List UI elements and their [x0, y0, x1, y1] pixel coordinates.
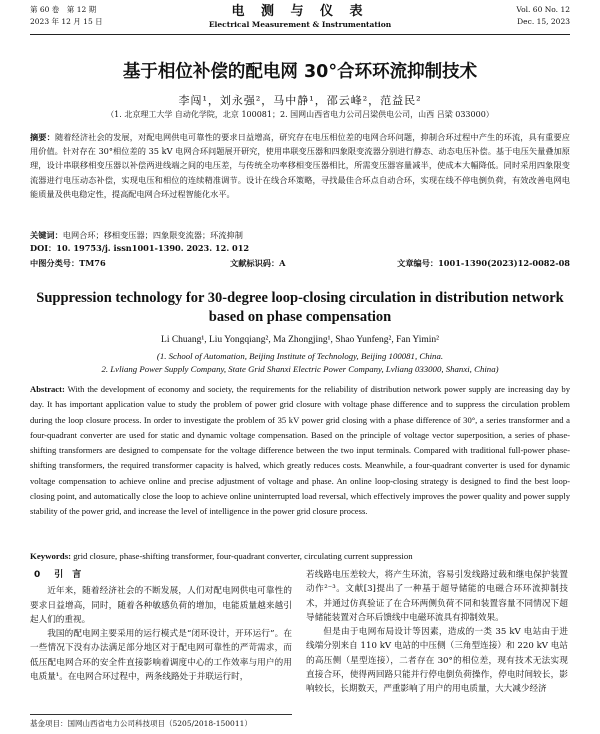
volume-en: Vol. 60 No. 12: [516, 5, 570, 14]
authors-cn: 李闯¹，刘永强²，马中静¹，邵云峰²，范益民²: [178, 94, 422, 107]
clc-number: 中图分类号：TM76: [30, 258, 106, 268]
funding-footnote: 基金项目：国网山西省电力公司科技项目（5205/2018-150011）: [30, 714, 292, 729]
keywords-en: [30, 551, 570, 561]
date-cn: 2023 年 12 月 15 日: [30, 17, 103, 26]
date-en: Dec. 15, 2023: [517, 17, 570, 26]
abstract-cn-label: 摘要：: [30, 132, 55, 142]
title-en: Suppression technology for 30-degree loop-closing circulation in distribution network based on phase compensation: [36, 290, 564, 325]
volume-cn: 第 60 卷 第 12 期: [30, 5, 97, 14]
keywords-cn: [30, 229, 570, 242]
abstract-cn: [30, 130, 570, 201]
doi-text: 10. 19753/j. issn1001-1390. 2023. 12. 012: [56, 243, 250, 253]
abstract-en: [30, 382, 570, 520]
classification-row: [30, 258, 570, 272]
abstract-cn-text: 随着经济社会的发展，对配电网供电可靠性的要求日益增高，研究存在电压相位差的电网合环问题，抑制合环过程中产生的环流，具有重要应用价值。针对存在 30°相位差的 35 kV 电网合环问题展开研究，使用串联变压器和四象限变流器分别进行静态、动态电压补偿。基于电压矢量叠加原理，设计串联移相变压器以补偿两进线端之间的电压差，与传统全功率移相变压器相比，所需变压器容量减半，使成本大幅降低。同时采用四象限变流器进行电压动态补偿，实现电压和相位的连续精准调节。设计在线合环策略，寻找最佳合环点自动合环，实现在线不停电倒负荷，有效改善电网电能质量及供电稳定性，提高配电网合环过程智能化水平。: [30, 132, 570, 199]
section-title: 引 言: [54, 570, 82, 580]
affiliation-en-line-2: 2. Lvliang Power Supply Company, State Grid Shanxi Electric Power Company, Lvliang 033000, Shanxi, China): [101, 363, 499, 374]
article-number: 文章编号：1001-1390(2023)12-0082-08: [397, 258, 570, 268]
keywords-cn-text: 电网合环；移相变压器；四象限变流器；环流抑制: [62, 230, 243, 240]
abstract-en-text: With the development of economy and society, the requirements for the reliability of distribution network power supply are increasing day by day. It has important application value to study the problem of power grid closure with voltage phase difference and to suppress the circulation problem during the loop closure process. In order to investigate the problem of 35 kV power grid closing with a phase difference of 30°, a series transformer and a four-quadrant converter are used for static and dynamic voltage compensation. Based on the principle of voltage vector superposition, a series of phase-shifting transformers are designed to compensate for the voltage difference between the two input terminals. Compared with traditional full-power phase-shifting transformers, the required transformer capacity is halved, which greatly reduces costs. Meanwhile, a four-quadrant converter is used for dynamic voltage compensation to achieve online and precise adjustment of voltage and phase. An online loop-closing strategy is designed to find the best loop-closing point, and automatically close the loop to achieve online uninterrupted load reversal, which effectively improves the power quality and power supply stability of the power grid, and increase the level of intelligence in the power grid closure process.: [30, 384, 570, 517]
keywords-cn-label: 关键词：: [30, 230, 63, 240]
paragraph: 近年来，随着经济社会的不断发展，人们对配电网供电可靠性的要求日益增高，同时，随着各种敏感负荷的增加，电能质量越来越引起人们的重视。: [30, 586, 292, 625]
document-code: 文献标识码：A: [230, 258, 286, 268]
abstract-en-label: Abstract:: [30, 384, 65, 394]
doi: [30, 243, 249, 254]
affiliation-cn: （1. 北京理工大学 自动化学院，北京 100081；2. 国网山西省电力公司吕梁供电公司，山西 吕梁 033000）: [106, 110, 494, 119]
body-column-right: [306, 568, 568, 697]
doi-label: DOI：: [30, 243, 57, 253]
header-right: [516, 4, 570, 28]
title-cn: 基于相位补偿的配电网 30°合环环流抑制技术: [122, 62, 478, 82]
affiliation-en-line-1: (1. School of Automation, Beijing Institute of Technology, Beijing 100081, China.: [156, 351, 444, 361]
running-header: [30, 4, 570, 35]
body-column-left: [30, 568, 292, 684]
keywords-en-label: Keywords:: [30, 551, 72, 561]
section-number: 0: [34, 570, 41, 580]
paragraph: 若线路电压差较大，将产生环流，容易引发线路过载和继电保护装置动作²⁻³。文献[3]提出了一种基于超导储能的电磁合环环流抑制技术，并通过仿真验证了在合环两侧负荷不同和装置容量不同情况下超导储能装置对合环后馈线中电磁环流具有抑制效果。: [306, 570, 568, 623]
paragraph: 但是由于电网布局设计等因素，造成的一类 35 kV 电站由于进线端分别来自 110 kV 电站的中压侧（三角型连接）和 220 kV 电站的高压侧（星型连接），二者存在 30°的相位差，现有技术无法实现直接合环，使得两回路只能并行停电倒负荷操作，停电时间较长，影响较长，长期数天，严重影响了用户的用电质量，大大减少经济: [306, 627, 568, 695]
header-center: [30, 4, 570, 30]
journal-name-en: Electrical Measurement & Instrumentation: [208, 20, 392, 29]
section-heading: [30, 568, 292, 582]
journal-name-cn: 电 测 与 仪 表: [231, 4, 369, 19]
authors-en: Li Chuang¹, Liu Yongqiang², Ma Zhongjing¹, Shao Yunfeng², Fan Yimin²: [161, 335, 439, 345]
paragraph: 我国的配电网主要采用的运行模式是“闭环设计，开环运行”。在一些情况下没有办法满足部分地区对于配电网可靠性的严苛需求，而低压配电网合环的安全件直接影响着调度中心的工作效率与用户的用电质量¹。在电网合环过程中，两条线路处于并联运行时，: [30, 629, 292, 683]
keywords-en-text: grid closure, phase-shifting transformer, four-quadrant converter, circulating current suppression: [73, 551, 413, 561]
affiliation-en: [20, 350, 580, 375]
